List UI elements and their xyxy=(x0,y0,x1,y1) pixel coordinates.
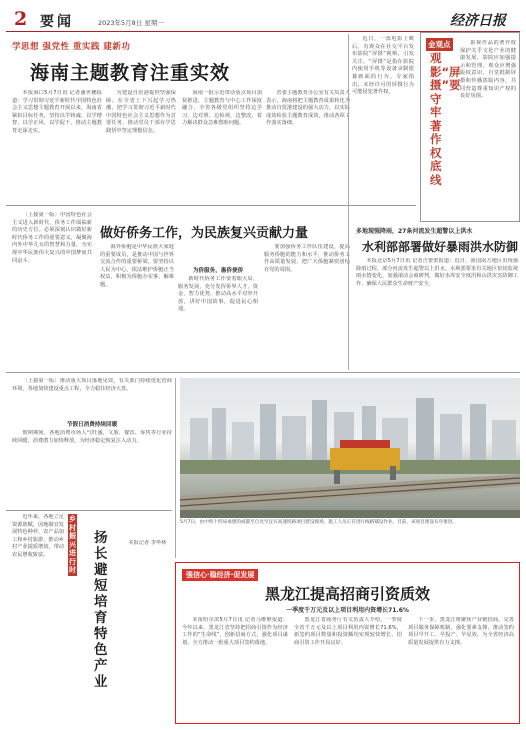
lead-article-col-1: 本报海口5月7日讯 记者潘世鹏报道：学习贯彻习近平新时代中国特色社会主义思想主题教育开展以来，海南省紧扣目标任务，坚持以学铸魂、以学增智、以学正风、以学促干，推动主题教育走深走实。 xyxy=(12,90,102,134)
highlight-subtitle: 一季度千万元及以上项目利用内资增长71.6% xyxy=(286,607,409,614)
commentary-right-col: 影视作品的著作权保护关乎文化产业的健康发展。影院应加强提示和管理，观众应增强版权意识，自觉抵制屏摄和传播盗版内容，共同营造尊重知识产权的良好氛围。 xyxy=(460,40,516,100)
rural-title: 扬长避短培育特色产业 xyxy=(94,530,108,690)
commentary-title: 观影“屏摄”要守牢著作权底线 xyxy=(430,51,461,187)
rural-tag: 乡村振兴进行时 xyxy=(69,515,76,574)
feature-col-2: 海外侨胞是中华民族大家庭的重要成员，是推动中国与世界交流合作的重要桥梁。要坚持以人民为中心，依法维护侨胞正当权益，积极为侨胞办实事、解难题。 xyxy=(100,244,174,288)
feature-intro: 〔上接第一版〕中国特色社会主义进入新时代，侨务工作面临新的历史方位。必须深刻认识做好新时代侨务工作的重要意义，凝聚海内外中华儿女的智慧和力量，为实现中华民族伟大复兴的中国梦而共同奋斗。 xyxy=(12,212,92,264)
lead-article-col-2: 为建设自贸港提供坚强保障。在全省上下兴起学习热潮，把学习贯彻习近平新时代中国特色社会主义思想作为首要任务，推动党员干部在学思践悟中坚定理想信念。 xyxy=(106,90,176,134)
mid-left-subhead: 节假日消费持续回暖 xyxy=(66,422,118,428)
highlight-title: 黑龙江提高招商引资质效 xyxy=(264,585,430,603)
campaign-slogan: 学思想 强党性 重实践 建新功 xyxy=(12,42,131,52)
mid-left-body: 假期期间，各地消费市场人气旺盛，文旅、餐饮、零售等行业持续回暖，消费潜力加快释放，为经济稳定恢复注入动力。 xyxy=(12,430,172,444)
newspaper-logo: 经济日报 xyxy=(450,13,506,29)
page-number: 2 xyxy=(14,8,28,30)
divider-rural xyxy=(6,510,172,511)
divider-mid xyxy=(6,372,520,373)
photo-illustration xyxy=(180,378,520,518)
photo-caption: 5月7日，由中铁十四局承建的成都至自贡至宜宾高速铁路项目建设现场，施工人员正在进行线路铺设作业。目前，该项目建设有序推进。 xyxy=(180,520,457,525)
flood-title: 水利部部署做好暴雨洪水防御 xyxy=(362,240,519,254)
feature-col-4: 要加强侨务工作队伍建设，提高服务侨胞的能力和水平，推动侨务工作高质量发展，把广大侨胞紧密团结在党的周围。 xyxy=(264,244,350,273)
column-separator xyxy=(348,34,349,370)
issue-date: 2023年5月8日 星期一 xyxy=(98,19,164,27)
flood-kicker: 多地现强降雨，27条河流发生超警以上洪水 xyxy=(356,228,473,235)
lead-article-title: 海南主题教育注重实效 xyxy=(30,62,231,84)
commentary-left-col: 近日，一部电影上映后，有观众在社交平台发布影院“屏摄”视频，引发关注。“屏摄”是指在影院内使用手机等设备录制银幕画面的行为。专家指出，未经许可的屏摄行为可能侵犯著作权。 xyxy=(352,36,414,96)
masthead xyxy=(6,6,520,32)
highlight-col-2: 黑龙江省商务厅有关负责人介绍，一季度全省千万元及以上项目利用内资增长71.6%，新签约项目数量和投资额均实现较快增长，招商引资工作开局良好。 xyxy=(294,617,402,646)
lead-article-col-4: 省委主题教育办公室有关负责人表示，海南将把主题教育成果转化为推动自贸港建设的强大动力，以实际成效检验主题教育成效，推动各项工作落实落细。 xyxy=(266,90,350,127)
construction-photo xyxy=(180,378,520,518)
highlight-col-1: 本报哈尔滨5月7日讯 记者马维维报道：今年以来，黑龙江省坚持把招商引资作为经济工作的“生命线”，创新招商方式，强化项目谋划，全力推动一批重大项目签约落地。 xyxy=(182,617,288,646)
lead-article-col-3: 海南一批示范带动重点项目加快推进，主题教育与中心工作深度融合，全省各级党组织坚持边学习、边对照、边检视、边整改，着力解决群众急难愁盼问题。 xyxy=(182,90,262,127)
flood-body: 本报北京5月7日讯 记者吉蕾蕾报道：近日，我国南方地区出现强降雨过程，部分河流发生超警以上洪水。水利部要求有关地区密切监视雨水情变化，加强滚动会商研判，做好水库安全度汛和山洪灾害防御工作，确保人民群众生命财产安全。 xyxy=(356,258,518,287)
divider-lead xyxy=(6,205,416,206)
feature-col-3: 新时代侨务工作要着眼大局、服务发展，充分发挥侨界人才、资金、智力优势，推动高水平对外开放，讲好中国故事，促进民心相通。 xyxy=(178,276,258,313)
highlight-col-3: 下一步，黑龙江将聚焦产业链招商，完善项目服务保障机制，强化要素支撑，推动签约项目早开工、早投产、早见效，为全省经济高质量发展提供有力支撑。 xyxy=(408,617,514,646)
highlight-kicker: 强信心·稳经济·促发展 xyxy=(182,569,258,581)
rural-body: 近年来，各地立足资源禀赋，因地制宜发展特色种养、农产品加工和乡村旅游，推动乡村产业提质增效，带动农民增收致富。 xyxy=(12,514,64,558)
section-title: 要闻 xyxy=(40,14,74,30)
rural-byline: 本报记者 李华林 xyxy=(128,540,167,546)
mid-left-intro: 〔上接第一版〕推动重大项目落地见效，有关部门持续优化营商环境，各地加快建设重点工程，全力稳住经济大盘。 xyxy=(12,378,172,392)
column-separator xyxy=(175,378,176,558)
feature-subhead: 为侨服务，惠侨便侨 xyxy=(192,268,244,274)
commentary-tag: 金观点 xyxy=(428,40,451,49)
feature-title: 做好侨务工作，为民族复兴贡献力量 xyxy=(100,226,309,241)
